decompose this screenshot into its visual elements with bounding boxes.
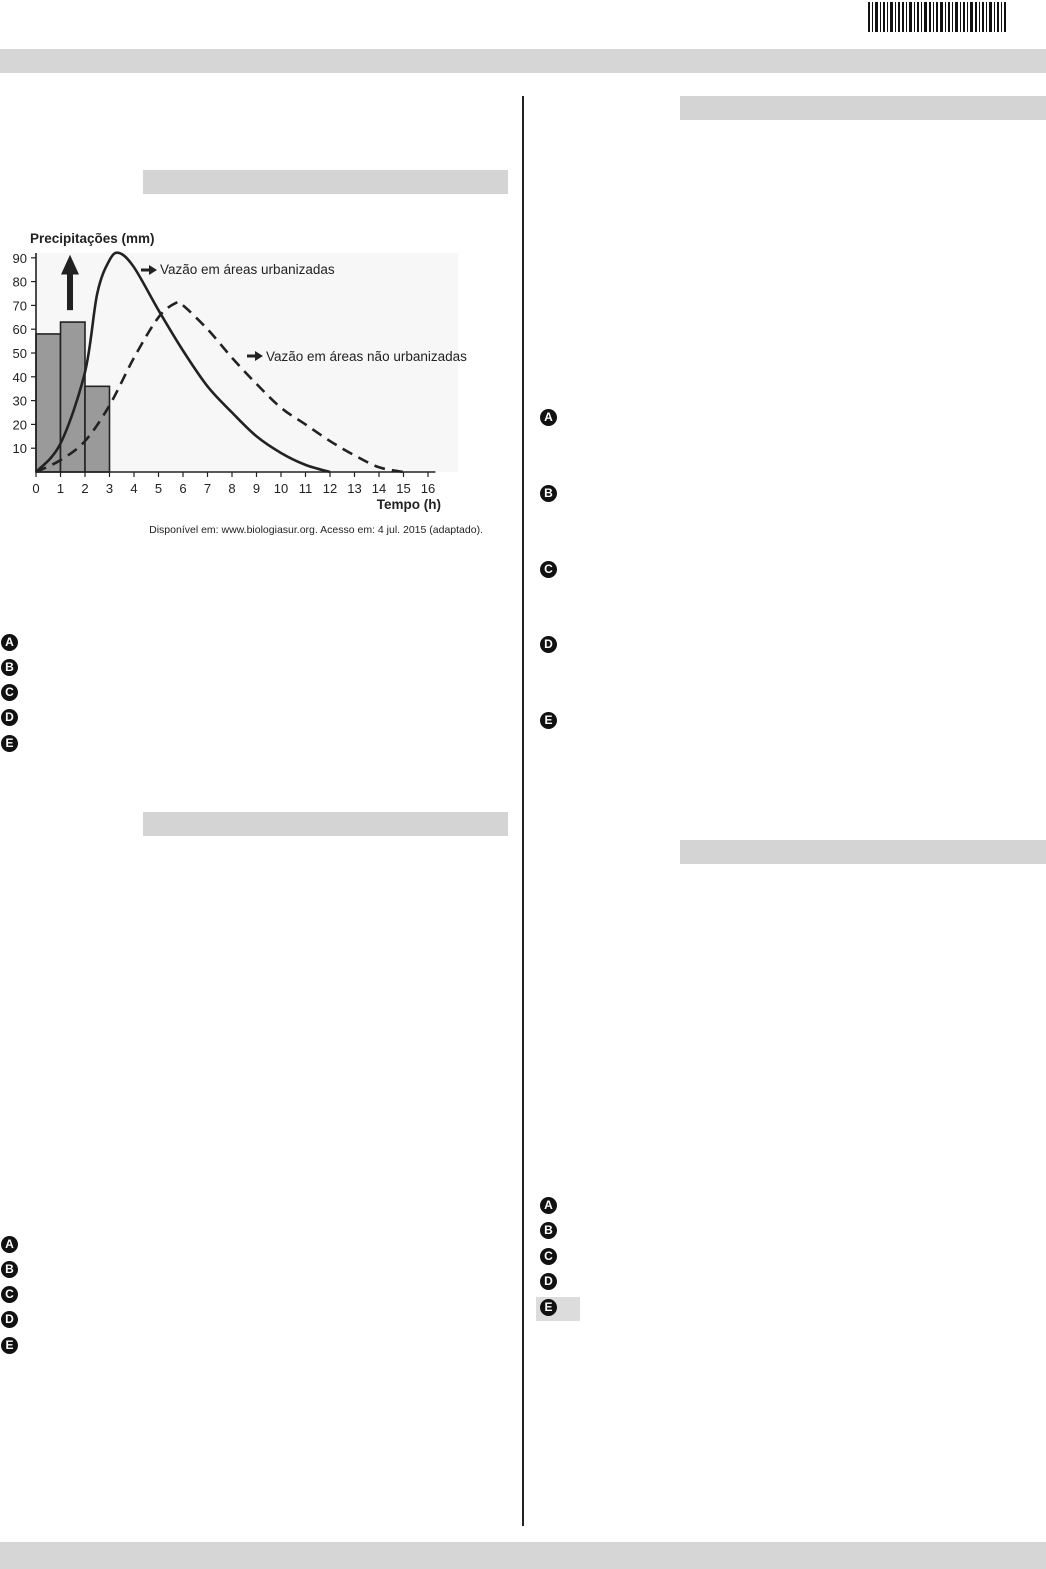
x-axis-label: Tempo (h)	[376, 497, 441, 512]
x-tick-label: 3	[105, 481, 114, 496]
option-d-icon[interactable]: D	[1, 1311, 18, 1328]
option-c-icon[interactable]: C	[540, 561, 557, 578]
option-c-icon[interactable]: C	[1, 1286, 18, 1303]
precipitation-bar	[61, 322, 86, 472]
x-tick-label: 13	[347, 481, 362, 496]
barcode	[868, 2, 1008, 32]
non-urban-flow-annotation: Vazão em áreas não urbanizadas	[266, 349, 467, 364]
question-header-bar	[143, 170, 508, 194]
precipitation-bar	[85, 386, 110, 472]
y-tick-label: 60	[12, 322, 27, 338]
option-a-icon[interactable]: A	[540, 1197, 557, 1214]
option-c-icon[interactable]: C	[1, 684, 18, 701]
option-d-icon[interactable]: D	[540, 1273, 557, 1290]
option-b-icon[interactable]: B	[540, 485, 557, 502]
x-tick-label: 8	[228, 481, 236, 496]
footer-band	[0, 1542, 1046, 1569]
x-tick-label: 0	[32, 481, 40, 496]
x-tick-label: 2	[81, 481, 89, 496]
y-tick-label: 10	[12, 441, 27, 457]
column-divider	[522, 96, 524, 1526]
x-tick-label: 5	[154, 481, 163, 496]
y-tick-label: 40	[12, 369, 27, 385]
option-a-icon[interactable]: A	[1, 1236, 18, 1253]
y-tick-label: 50	[12, 346, 27, 361]
y-axis-label: Precipitações (mm)	[30, 231, 155, 246]
x-tick-label: 4	[130, 481, 138, 496]
x-tick-label: 7	[203, 481, 212, 496]
option-a-icon[interactable]: A	[1, 634, 18, 651]
option-e-icon[interactable]: E	[540, 712, 557, 729]
y-tick-label: 90	[12, 250, 27, 266]
option-c-icon[interactable]: C	[540, 1248, 557, 1265]
urban-flow-annotation: Vazão em áreas urbanizadas	[160, 262, 335, 277]
y-tick-label: 70	[12, 298, 27, 314]
x-tick-label: 12	[322, 481, 338, 496]
y-tick-label: 20	[12, 417, 27, 433]
option-e-icon[interactable]: E	[1, 735, 18, 752]
option-a-icon[interactable]: A	[540, 409, 557, 426]
y-tick-label: 30	[12, 393, 27, 409]
precipitation-flow-chart	[0, 225, 500, 545]
question-header-bar	[680, 96, 1046, 120]
x-tick-label: 1	[56, 481, 65, 496]
option-b-icon[interactable]: B	[1, 1261, 18, 1278]
option-e-icon[interactable]: E	[1, 1337, 18, 1354]
x-tick-label: 9	[252, 481, 261, 496]
option-b-icon[interactable]: B	[1, 659, 18, 676]
y-tick-label: 80	[12, 274, 27, 290]
option-d-icon[interactable]: D	[1, 709, 18, 726]
chart-source: Disponível em: www.biologiasur.org. Acesso em: 4 jul. 2015 (adaptado).	[149, 524, 483, 536]
option-b-icon[interactable]: B	[540, 1222, 557, 1239]
x-tick-label: 6	[179, 481, 187, 496]
x-tick-label: 15	[396, 481, 411, 496]
option-d-icon[interactable]: D	[540, 636, 557, 653]
x-tick-label: 11	[298, 481, 313, 496]
option-e-icon[interactable]: E	[540, 1299, 557, 1316]
x-tick-label: 10	[273, 481, 289, 496]
x-tick-label: 14	[371, 481, 387, 496]
header-band	[0, 49, 1046, 73]
question-header-bar	[680, 840, 1046, 864]
x-tick-label: 16	[420, 481, 436, 496]
question-header-bar	[143, 812, 508, 836]
